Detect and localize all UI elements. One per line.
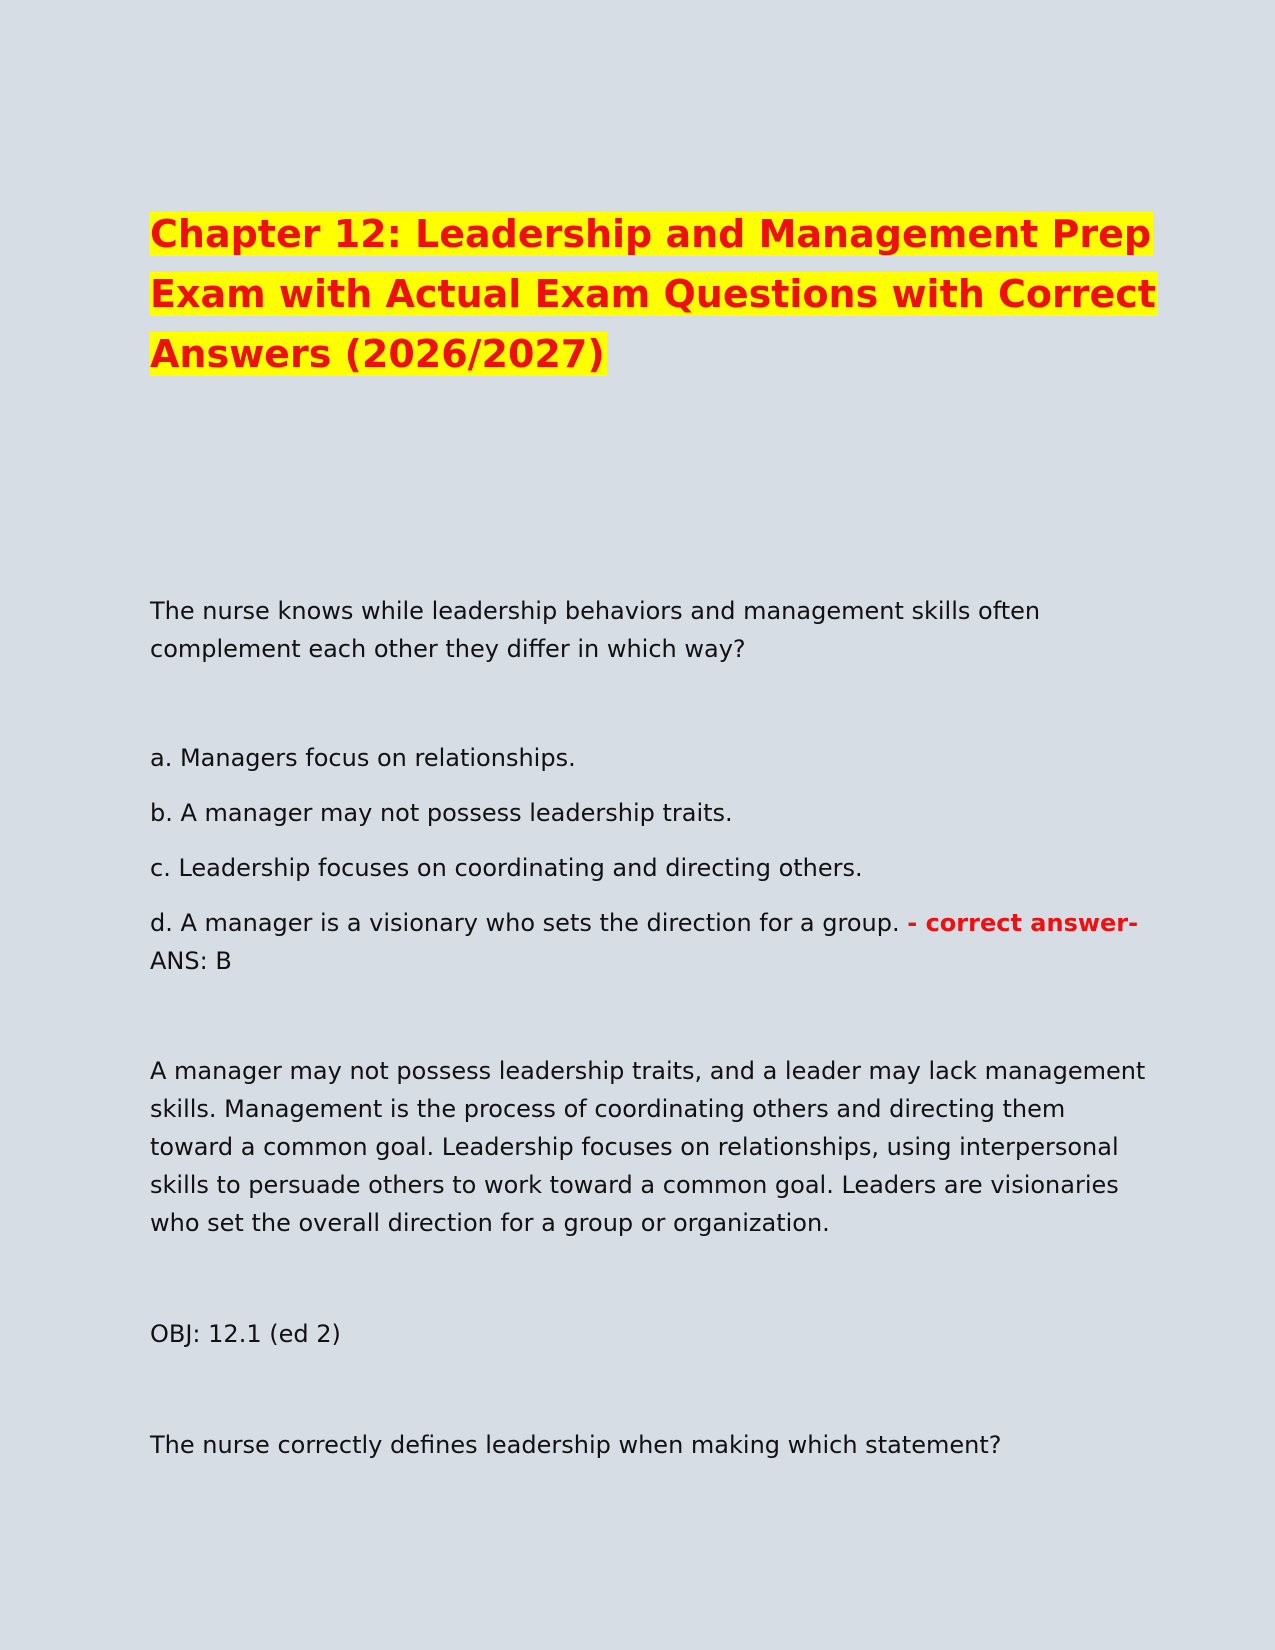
title-line-1: Chapter 12: Leadership and Management Prep: [150, 212, 1152, 256]
question-1-stem-line-1: The nurse knows while leadership behaviors and management skills often: [150, 597, 1041, 625]
rationale-line-2: skills. Management is the process of coordinating others and directing them: [150, 1095, 1066, 1123]
question-1-stem-line-2: complement each other they differ in which way?: [150, 635, 746, 663]
question-1-option-d: d. A manager is a visionary who sets the direction for a group.: [150, 909, 900, 937]
title-line-3: Answers (2026/2027): [150, 332, 605, 376]
question-1-option-b: b. A manager may not possess leadership traits.: [150, 799, 733, 827]
question-1-option-a: a. Managers focus on relationships.: [150, 744, 576, 772]
rationale-line-4: skills to persuade others to work toward a common goal. Leaders are visionaries: [150, 1171, 1119, 1199]
document-title: [150, 204, 1156, 384]
rationale-line-5: who set the overall direction for a group or organization.: [150, 1209, 830, 1237]
question-2-stem: The nurse correctly defines leadership when making which statement?: [150, 1431, 1002, 1459]
question-1-option-d-line: [150, 904, 1139, 942]
rationale-line-3: toward a common goal. Leadership focuses on relationships, using interpersonal: [150, 1133, 1119, 1161]
question-1-option-c: c. Leadership focuses on coordinating and directing others.: [150, 854, 863, 882]
correct-answer-marker: - correct answer-: [907, 909, 1139, 937]
title-line-2: Exam with Actual Exam Questions with Correct: [150, 272, 1156, 316]
question-1-answer: ANS: B: [150, 947, 232, 975]
question-1-objective: OBJ: 12.1 (ed 2): [150, 1320, 341, 1348]
rationale-line-1: A manager may not possess leadership traits, and a leader may lack management: [150, 1057, 1146, 1085]
